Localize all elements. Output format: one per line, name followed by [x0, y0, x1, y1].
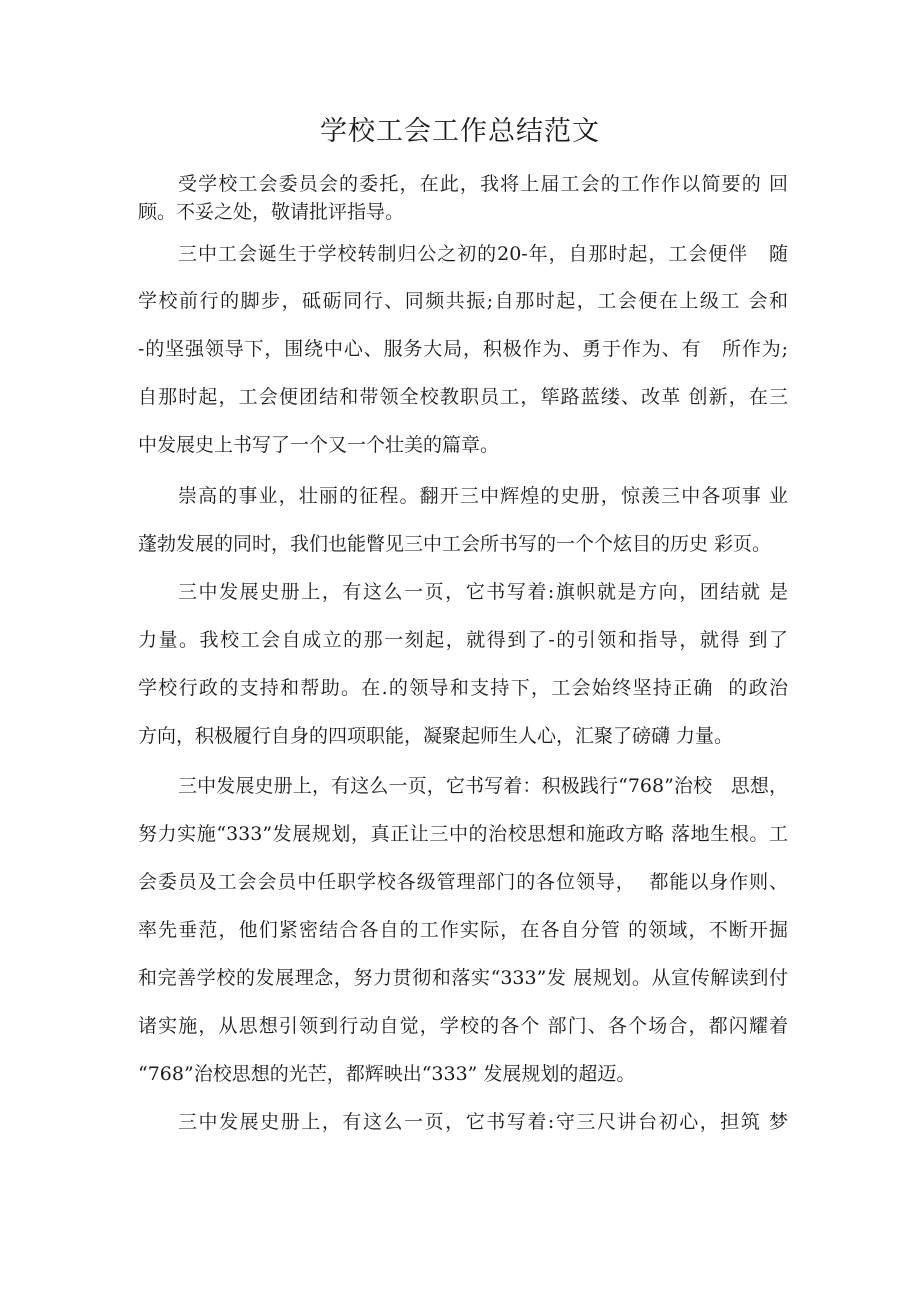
paragraph-4-line-4: 方向，积极履行自身的四项职能，凝聚起师生人心，汇聚了磅礴 力量。 [138, 725, 734, 747]
paragraph-5-line-2: 努力实施“333”发展规划，真正让三中的治校思想和施政方略 落地生根。工 [138, 823, 788, 845]
document-title: 学校工会工作总结范文 [320, 116, 600, 147]
paragraph-2-line-5: 中发展史上书写了一个又一个壮美的篇章。 [138, 434, 500, 456]
paragraph-3-line-2: 蓬勃发展的同时，我们也能瞥见三中工会所书写的一个个炫目的历史 彩页。 [138, 533, 772, 555]
paragraph-1-line-1: 受学校工会委员会的委托，在此，我将上届工会的工作作以简要的 回 [178, 173, 788, 195]
paragraph-2-line-1: 三中工会诞生于学校转制归公之初的20-年，自那时起，工会便伴 随 [178, 243, 788, 265]
paragraph-5-line-4: 率先垂范，他们紧密结合各自的工作实际，在各自分管 的领域，不断开掘 [138, 919, 788, 941]
paragraph-2-line-4: 自那时起，工会便团结和带领全校教职员工，筚路蓝缕、改革 创新，在三 [138, 386, 788, 408]
paragraph-5-line-7: “768”治校思想的光芒，都辉映出“333” 发展规划的超迈。 [138, 1063, 636, 1085]
paragraph-5-line-6: 诸实施，从思想引领到行动自觉，学校的各个 部门、各个场合，都闪耀着 [138, 1015, 788, 1037]
paragraph-5-line-3: 会委员及工会会员中任职学校各级管理部门的各位领导， 都能以身作则、 [138, 871, 788, 893]
paragraph-4-line-1: 三中发展史册上，有这么一页，它书写着:旗帜就是方向，团结就 是 [178, 581, 788, 603]
paragraph-5-line-1: 三中发展史册上，有这么一页，它书写着：积极践行“768”治校 思想， [178, 775, 788, 797]
paragraph-6-line-1: 三中发展史册上，有这么一页，它书写着:守三尺讲台初心，担筑 梦 [178, 1111, 788, 1133]
paragraph-1-line-2: 顾。不妥之处，敬请批评指导。 [138, 201, 405, 223]
paragraph-5-line-5: 和完善学校的发展理念，努力贯彻和落实“333”发 展规划。从宣传解读到付 [138, 967, 788, 989]
paragraph-2-line-2: 学校前行的脚步，砥砺同行、同频共振;自那时起，工会便在上级工 会和 [138, 290, 788, 312]
paragraph-4-line-2: 力量。我校工会自成立的那一刻起，就得到了-的引领和指导，就得 到了 [138, 629, 788, 651]
paragraph-4-line-3: 学校行政的支持和帮助。在.的领导和支持下，工会始终坚持正确 的政治 [138, 677, 788, 699]
paragraph-2-line-3: -的坚强领导下，围绕中心、服务大局，积极作为、勇于作为、有 所作为; [138, 338, 788, 360]
paragraph-3-line-1: 崇高的事业，壮丽的征程。翻开三中辉煌的史册，惊羡三中各项事 业 [178, 485, 788, 507]
